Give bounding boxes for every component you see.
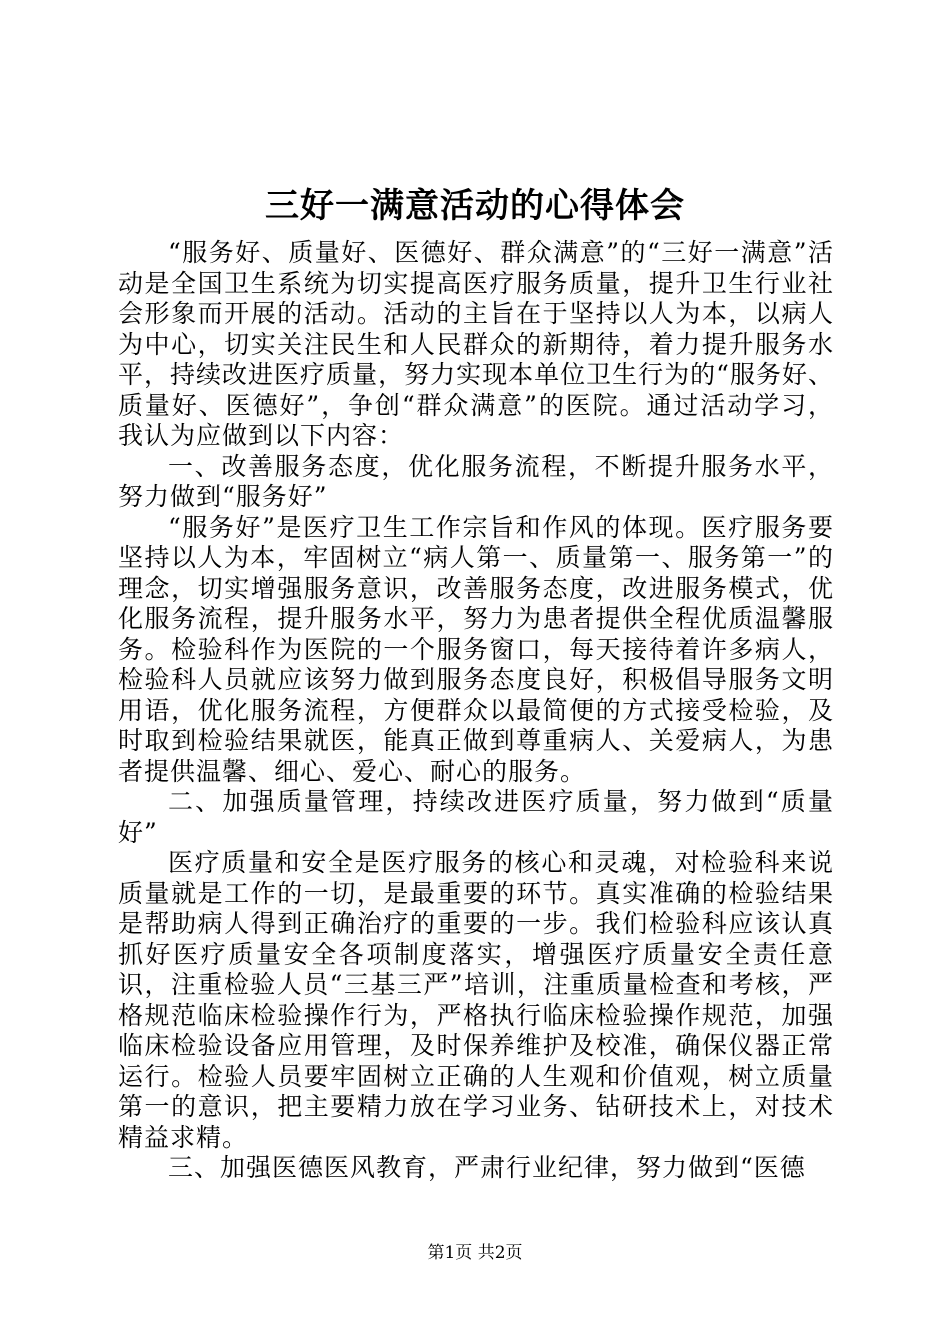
paragraph-quality: 医疗质量和安全是医疗服务的核心和灵魂，对检验科来说质量就是工作的一切，是最重要的环节。真实准确的检验结果是帮助病人得到正确治疗的重要的一步。我们检验科应该认真抓好医疗质量安全各项制度落实，增强医疗质量安全责任意识，注重检验人员“三基三严”培训，注重质量检查和考核，严格规范临床检验操作行为，严格执行临床检验操作规范，加强临床检验设备应用管理，及时保养维护及校准，确保仪器正常运行。检验人员要牢固树立正确的人生观和价值观，树立质量第一的意识，把主要精力放在学习业务、钻研技术上，对技术精益求精。 (118, 848, 834, 1152)
document-body (118, 238, 834, 1184)
section-heading-1: 一、改善服务态度，优化服务流程，不断提升服务水平，努力做到“服务好” (118, 451, 834, 511)
paragraph-intro: “服务好、质量好、医德好、群众满意”的“三好一满意”活动是全国卫生系统为切实提高医疗服务质量，提升卫生行业社会形象而开展的活动。活动的主旨在于坚持以人为本，以病人为中心，切实关注民生和人民群众的新期待，着力提升服务水平，持续改进医疗质量，努力实现本单位卫生行为的“服务好、质量好、医德好”，争创“群众满意”的医院。通过活动学习，我认为应做到以下内容： (118, 238, 834, 450)
section-heading-3: 三、加强医德医风教育，严肃行业纪律，努力做到“医德 (168, 1153, 806, 1182)
section-heading-2: 二、加强质量管理，持续改进医疗质量，努力做到“质量好” (118, 787, 834, 847)
document-title: 三好一满意活动的心得体会 (265, 186, 685, 226)
page-footer: 第1页 共2页 (427, 1243, 523, 1263)
paragraph-service: “服务好”是医疗卫生工作宗旨和作风的体现。医疗服务要坚持以人为本，牢固树立“病人第一、质量第一、服务第一”的理念，切实增强服务意识，改善服务态度，改进服务模式，优化服务流程，提升服务水平，努力为患者提供全程优质温馨服务。检验科作为医院的一个服务窗口，每天接待着许多病人，检验科人员就应该努力做到服务态度良好，积极倡导服务文明用语，优化服务流程，方便群众以最简便的方式接受检验，及时取到检验结果就医，能真正做到尊重病人、关爱病人，为患者提供温馨、细心、爱心、耐心的服务。 (118, 512, 834, 786)
